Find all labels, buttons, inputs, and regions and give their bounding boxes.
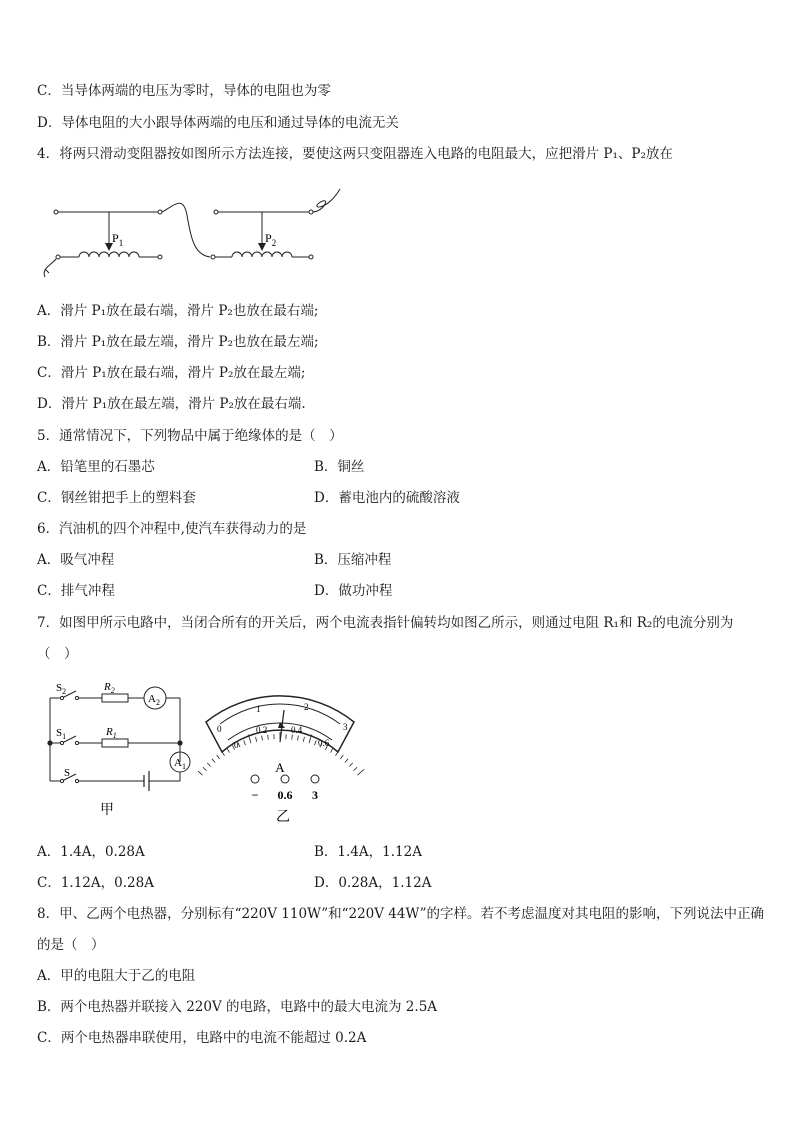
dial-tick (212, 759, 215, 763)
q8-option-b: B．两个电热器并联接入 220V 的电路，电路中的最大电流为 2.5A (37, 999, 438, 1015)
inner-tick-label-1: 0.2 (256, 725, 268, 735)
q4-option-b: B．滑片 P₁放在最左端，滑片 P₂也放在最左端; (37, 334, 319, 350)
rheostat-figure (35, 185, 355, 280)
outer-tick-label-3: 3 (343, 722, 348, 732)
inner-tick-label-0: 0 (234, 740, 239, 750)
q8-option-a: A．甲的电阻大于乙的电阻 (37, 968, 196, 984)
label-s: S (64, 767, 71, 779)
dial-tick (203, 767, 207, 770)
terminal-negative (251, 775, 259, 783)
label-r1: $R_1$ (106, 726, 117, 740)
q7-option-a: A．1.4A，0.28A (37, 844, 145, 860)
q4-option-d: D．滑片 P₁放在最左端，滑片 P₂放在最右端. (37, 396, 306, 412)
outer-tick-label-0: 0 (217, 724, 222, 734)
dial-tick (345, 759, 348, 763)
dial-tick (198, 769, 203, 775)
label-p2: $P_2$ (265, 231, 277, 248)
q7-option-c: C．1.12A，0.28A (37, 875, 154, 891)
dial-tick (227, 748, 230, 752)
dial-tick (292, 735, 293, 740)
q8-option-c: C．两个电热器串联使用，电路中的电流不能超过 0.2A (37, 1030, 367, 1046)
q7-option-d: D．0.28A，1.12A (314, 875, 432, 891)
dial-tick (298, 736, 299, 741)
q5-option-b: B．铜丝 (314, 459, 365, 475)
terminal-label-negative: − (251, 788, 259, 802)
dial-tick (207, 763, 210, 767)
label-s1: $S_1$ (56, 727, 67, 741)
q8-stem-cont: 的是（ ） (37, 937, 105, 953)
q4-option-c: C．滑片 P₁放在最右端，滑片 P₂放在最左端; (37, 365, 306, 381)
dial-tick (331, 748, 334, 752)
q3-option-c: C．当导体两端的电压为零时，导体的电阻也为零 (37, 83, 331, 99)
inner-tick-label-3: 0.6 (318, 738, 330, 748)
q6-option-c: C．排气冲程 (37, 583, 115, 599)
caption-yi: 乙 (276, 810, 290, 825)
q5-option-d: D．蓄电池内的硫酸溶液 (314, 490, 460, 506)
meter-unit: A (275, 760, 285, 775)
label-p1: $P_1$ (112, 231, 124, 248)
terminal-label-3: 3 (312, 788, 318, 802)
label-s2: $S_2$ (56, 682, 67, 696)
q7-stem: 7．如图甲所示电路中，当闭合所有的开关后，两个电流表指针偏转均如图乙所示，则通过电阻 R₁和 R₂的电流分别为 (37, 615, 734, 631)
circuit-figure (40, 678, 200, 820)
q5-stem: 5．通常情况下，下列物品中属于绝缘体的是（ ） (37, 428, 343, 444)
outer-tick-label-2: 2 (304, 702, 309, 712)
caption-jia: 甲 (100, 803, 114, 818)
dial-tick (349, 763, 352, 767)
dial-tick (217, 755, 220, 759)
q4-stem: 4．将两只滑动变阻器按如图所示方法连接，要使这两只变阻器连入电路的电阻最大，应把滑片 P₁、P₂放在 (37, 146, 673, 162)
q5-option-a: A．铅笔里的石墨芯 (37, 459, 155, 475)
dial-tick (303, 737, 304, 742)
label-a1: $A_1$ (174, 757, 186, 771)
q7-answer-paren: （ ） (37, 646, 78, 662)
label-a2: $A_2$ (148, 693, 160, 707)
q6-option-d: D．做功冲程 (314, 583, 393, 599)
dial-tick (268, 735, 269, 740)
outer-tick-label-1: 1 (256, 704, 261, 714)
q8-stem: 8．甲、乙两个电热器，分别标有“220V 110W”和“220V 44W”的字样。若不考虑温度对其电阻的影响，下列说法中正确 (37, 906, 765, 922)
dial-tick (256, 737, 257, 742)
q6-option-a: A．吸气冲程 (37, 552, 115, 568)
q5-option-c: C．钢丝钳把手上的塑料套 (37, 490, 196, 506)
q7-option-b: B．1.4A，1.12A (314, 844, 422, 860)
q3-option-d: D．导体电阻的大小跟导体两端的电压和通过导体的电流无关 (37, 115, 399, 131)
q4-option-a: A．滑片 P₁放在最右端，滑片 P₂也放在最右端; (37, 303, 319, 319)
dial-tick (244, 740, 246, 745)
terminal-3 (311, 775, 319, 783)
inner-tick-label-2: 0.4 (291, 725, 303, 735)
dial-tick (357, 769, 364, 775)
label-r2: $R_2$ (104, 681, 115, 695)
dial-tick (340, 755, 343, 759)
q6-option-b: B．压缩冲程 (314, 552, 392, 568)
dial-tick (315, 740, 317, 745)
dial-tick (353, 767, 357, 770)
terminal-0-6 (281, 775, 289, 783)
dial-tick (262, 736, 263, 741)
terminal-label-0-6: 0.6 (277, 788, 293, 802)
ammeter-figure (198, 684, 368, 826)
q6-stem: 6．汽油机的四个冲程中,使汽车获得动力的是 (37, 521, 307, 537)
